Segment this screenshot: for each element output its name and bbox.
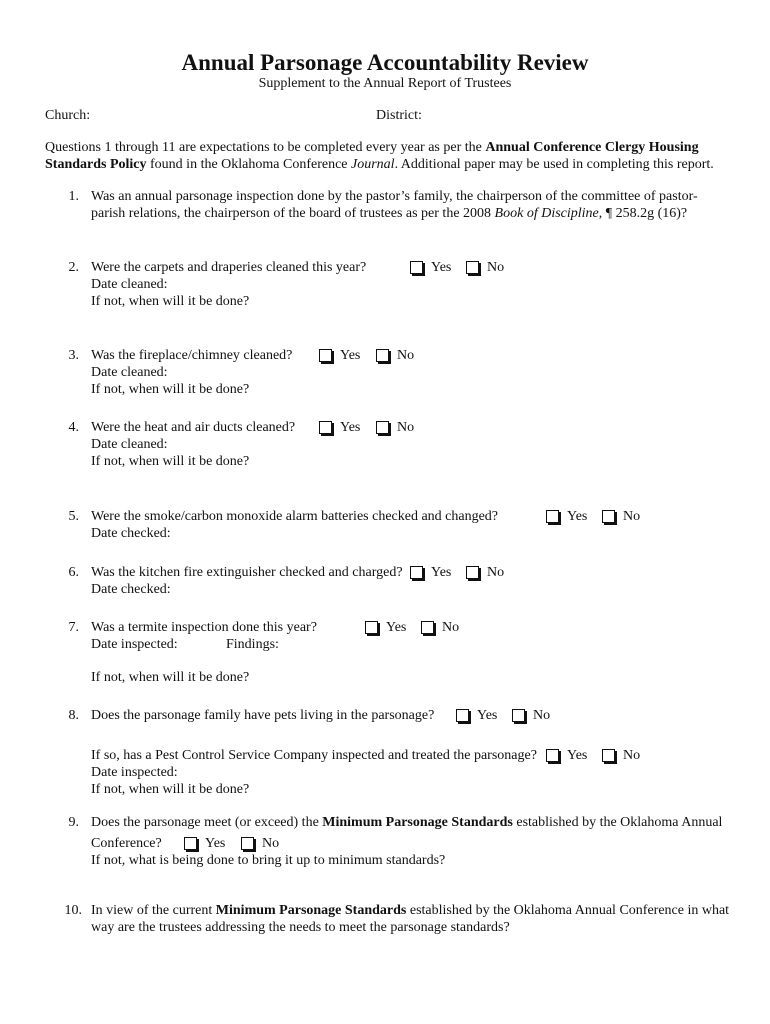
q8-followup-yes-checkbox[interactable]: Yes bbox=[546, 747, 587, 764]
q7-no-checkbox[interactable]: No bbox=[421, 619, 459, 636]
page-subtitle: Supplement to the Annual Report of Trustees bbox=[258, 76, 512, 91]
q7-date-inspected: Date inspected: bbox=[91, 637, 178, 652]
q10-number: 10. bbox=[64, 903, 82, 918]
q9-yes-checkbox[interactable]: Yes bbox=[184, 835, 225, 852]
page-title: Annual Parsonage Accountability Review bbox=[181, 50, 589, 75]
checkbox-icon bbox=[512, 709, 525, 722]
q8-yes-checkbox[interactable]: Yes bbox=[456, 707, 497, 724]
checkbox-icon bbox=[319, 349, 332, 362]
q4-yes-checkbox[interactable]: Yes bbox=[319, 419, 360, 436]
q9-conference: Conference? bbox=[91, 836, 162, 851]
checkbox-icon bbox=[456, 709, 469, 722]
q3-yes-checkbox[interactable]: Yes bbox=[319, 347, 360, 364]
checkbox-icon bbox=[421, 621, 434, 634]
checkbox-icon bbox=[466, 566, 479, 579]
q1-number: 1. bbox=[68, 189, 79, 204]
q7-text: Was a termite inspection done this year? bbox=[91, 620, 317, 635]
q6-no-checkbox[interactable]: No bbox=[466, 564, 504, 581]
q6-number: 6. bbox=[68, 565, 79, 580]
intro-paragraph: Questions 1 through 11 are expectations to be completed every year as per the Annual Conference Clergy Housing Standards Policy found in the Oklahoma Conference Journal. Additional paper may be used in completing this report. bbox=[45, 140, 714, 172]
church-label: Church: bbox=[45, 108, 91, 123]
q3-no-checkbox[interactable]: No bbox=[376, 347, 414, 364]
checkbox-icon bbox=[410, 261, 423, 274]
q9-text: Does the parsonage meet (or exceed) the Minimum Parsonage Standards established by the Oklahoma Annual bbox=[91, 815, 723, 830]
q4-text: Were the heat and air ducts cleaned? Date cleaned: If not, when will it be done? bbox=[91, 420, 296, 469]
checkbox-icon bbox=[466, 261, 479, 274]
checkbox-icon bbox=[546, 510, 559, 523]
checkbox-icon bbox=[319, 421, 332, 434]
q5-text: Were the smoke/carbon monoxide alarm batteries checked and changed? Date checked: bbox=[91, 509, 499, 541]
q2-text: Were the carpets and draperies cleaned this year? Date cleaned: If not, when will it be done? bbox=[91, 260, 367, 309]
q8-followup-no-checkbox[interactable]: No bbox=[602, 747, 640, 764]
checkbox-icon bbox=[602, 510, 615, 523]
q8-followup: If so, has a Pest Control Service Company inspected and treated the parsonage? Date inspected: If not, when will it be done? bbox=[91, 748, 537, 797]
q9-followup: If not, what is being done to bring it up to minimum standards? bbox=[91, 853, 446, 868]
q3-text: Was the fireplace/chimney cleaned? Date cleaned: If not, when will it be done? bbox=[91, 348, 293, 397]
q4-no-checkbox[interactable]: No bbox=[376, 419, 414, 436]
q8-number: 8. bbox=[68, 708, 79, 723]
q7-yes-checkbox[interactable]: Yes bbox=[365, 619, 406, 636]
checkbox-icon bbox=[376, 349, 389, 362]
q5-no-checkbox[interactable]: No bbox=[602, 508, 640, 525]
q10-text: In view of the current Minimum Parsonage Standards established by the Oklahoma Annual Conference in what way are the trustees addressing the needs to meet the parsonage standards? bbox=[91, 903, 730, 935]
checkbox-icon bbox=[241, 837, 254, 850]
district-label: District: bbox=[376, 108, 422, 123]
q2-yes-checkbox[interactable]: Yes bbox=[410, 259, 451, 276]
checkbox-icon bbox=[410, 566, 423, 579]
q7-findings: Findings: bbox=[226, 637, 279, 652]
q2-number: 2. bbox=[68, 260, 79, 275]
q3-number: 3. bbox=[68, 348, 79, 363]
q5-number: 5. bbox=[68, 509, 79, 524]
q8-text: Does the parsonage family have pets living in the parsonage? bbox=[91, 708, 435, 723]
q5-yes-checkbox[interactable]: Yes bbox=[546, 508, 587, 525]
checkbox-icon bbox=[365, 621, 378, 634]
q9-no-checkbox[interactable]: No bbox=[241, 835, 279, 852]
q8-no-checkbox[interactable]: No bbox=[512, 707, 550, 724]
q6-text: Was the kitchen fire extinguisher checked and charged? Date checked: bbox=[91, 565, 403, 597]
q9-number: 9. bbox=[68, 815, 79, 830]
q7-number: 7. bbox=[68, 620, 79, 635]
q1-text: Was an annual parsonage inspection done by the pastor’s family, the chairperson of the committee of pastor- parish relations, the chairperson of the board of trustees as per the 2008 Book of Discipline, ¶ 258.2g (16)? bbox=[91, 189, 698, 221]
q6-yes-checkbox[interactable]: Yes bbox=[410, 564, 451, 581]
checkbox-icon bbox=[184, 837, 197, 850]
checkbox-icon bbox=[546, 749, 559, 762]
checkbox-icon bbox=[376, 421, 389, 434]
q7-when: If not, when will it be done? bbox=[91, 670, 250, 685]
q2-no-checkbox[interactable]: No bbox=[466, 259, 504, 276]
checkbox-icon bbox=[602, 749, 615, 762]
q4-number: 4. bbox=[68, 420, 79, 435]
